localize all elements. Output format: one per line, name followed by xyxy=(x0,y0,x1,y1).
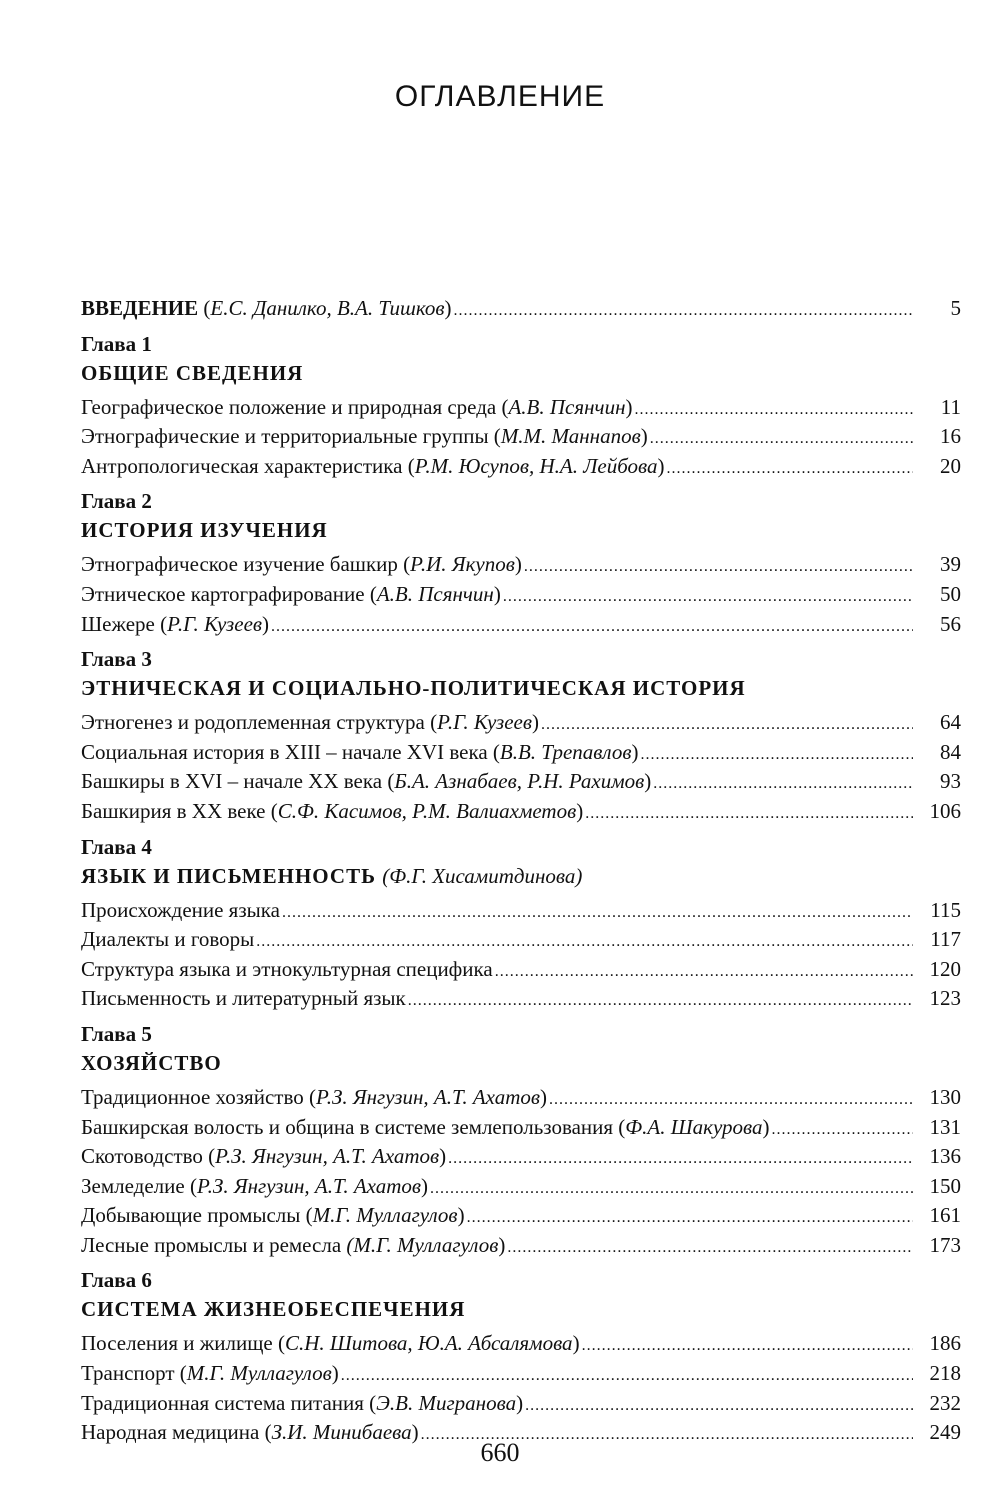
toc-entry-row[interactable] xyxy=(81,1084,961,1114)
toc-entry-close: ) xyxy=(493,581,501,606)
leader-dots xyxy=(495,959,913,986)
chapter-number: Глава 5 xyxy=(81,1021,152,1046)
toc-entry-text: Лесные промыслы и ремесла xyxy=(81,1232,347,1257)
toc-entry-text: Географическое положение и природная среда ( xyxy=(81,394,509,419)
toc-page-number: 161 xyxy=(929,1203,961,1228)
chapter-title-text: ОБЩИЕ СВЕДЕНИЯ xyxy=(81,360,304,385)
toc-entry-label xyxy=(81,897,280,924)
chapter-number: Глава 3 xyxy=(81,647,152,672)
toc-entry-row[interactable] xyxy=(81,985,961,1015)
toc-entry-author: Э.В. Мигранова xyxy=(376,1390,517,1415)
intro-label: ВВЕДЕНИЕ xyxy=(81,296,199,320)
toc-entry-author: А.В. Псянчин xyxy=(508,394,626,419)
chapter-title[interactable] xyxy=(81,863,961,889)
toc-entry-text: Этнографическое изучение башкир ( xyxy=(81,552,411,577)
toc-entry-label xyxy=(81,1390,523,1417)
toc-entry-close: ) xyxy=(572,1331,580,1356)
toc-page-number: 20 xyxy=(940,453,961,478)
toc-entry-text: Антропологическая характеристика ( xyxy=(81,453,415,478)
toc-entry-text: Традиционная система питания ( xyxy=(81,1390,377,1415)
toc-entry-author: Р.З. Янгузин, А.Т. Ахатов xyxy=(315,1084,540,1109)
toc-entry-author: М.Г. Муллагулов xyxy=(312,1203,458,1228)
toc-entry-text: Шежере ( xyxy=(81,611,168,636)
toc-entry-label xyxy=(81,1114,770,1141)
toc-entry-close: ) xyxy=(540,1084,547,1109)
toc-entry-row[interactable] xyxy=(81,956,961,986)
toc-page-number: 249 xyxy=(929,1420,961,1445)
toc-entry-close: ) xyxy=(640,424,648,449)
page-title: ОГЛАВЛЕНИЕ xyxy=(394,80,606,113)
toc-entry-row[interactable] xyxy=(81,926,961,956)
toc-page-number: 117 xyxy=(930,927,961,952)
toc-entry-row[interactable] xyxy=(81,423,961,453)
toc-entry-label xyxy=(81,295,452,322)
toc-entry-text: Поселения и жилище ( xyxy=(81,1331,285,1356)
toc-entry-text: Башкирская волость и община в системе землепользования ( xyxy=(81,1114,626,1139)
toc-entry-author: З.И. Минибаева xyxy=(271,1420,412,1445)
leader-dots xyxy=(582,1333,913,1360)
toc-entry-author: Р.М. Юсупов, Н.А. Лейбова xyxy=(414,453,658,478)
toc-entry-label xyxy=(81,709,539,736)
leader-dots xyxy=(341,1363,913,1390)
leader-dots xyxy=(448,1146,913,1173)
toc-entry-row[interactable] xyxy=(81,798,961,828)
toc-entry-text: Башкиры в XVI – начале XX века ( xyxy=(81,769,395,794)
toc-page-number: 218 xyxy=(929,1361,961,1386)
chapter-number: Глава 4 xyxy=(81,834,152,859)
chapter-number: Глава 1 xyxy=(81,331,152,356)
toc-entry-text: Народная медицина ( xyxy=(81,1420,272,1445)
toc-entry-author: Б.А. Азнабаев, Р.Н. Рахимов xyxy=(394,769,645,794)
toc-entry-row[interactable] xyxy=(81,768,961,798)
chapters-list xyxy=(81,331,961,1449)
toc-entry-row[interactable] xyxy=(81,897,961,927)
toc-entry-row[interactable] xyxy=(81,1232,961,1262)
toc-entry-author: А.В. Псянчин xyxy=(376,581,494,606)
toc-entry-text: Письменность и литературный язык xyxy=(81,986,406,1011)
leader-dots xyxy=(524,554,913,581)
chapter-number: Глава 2 xyxy=(81,489,152,514)
toc-page-number: 136 xyxy=(929,1144,961,1169)
leader-dots xyxy=(541,712,913,739)
toc-entry-label xyxy=(81,581,501,608)
toc-entry-close: ) xyxy=(420,1173,428,1198)
toc-entry-close: ) xyxy=(411,1420,419,1445)
chapter-title-text: СИСТЕМА ЖИЗНЕОБЕСПЕЧЕНИЯ xyxy=(81,1297,466,1322)
toc-entry-label xyxy=(81,453,665,480)
chapter-number: Глава 6 xyxy=(81,1268,152,1293)
toc-entry-row[interactable] xyxy=(81,394,961,424)
toc-entry-author: Р.И. Якупов xyxy=(410,552,515,577)
toc-entry-row[interactable] xyxy=(81,453,961,483)
toc-entry-close: ) xyxy=(631,739,639,764)
toc-entry-label xyxy=(81,1143,446,1170)
toc-entry-row[interactable] xyxy=(81,1360,961,1390)
toc-intro-row[interactable] xyxy=(81,295,961,325)
toc-entry-author: С.Н. Шитова, Ю.А. Абсалямова xyxy=(284,1331,573,1356)
toc-entry-close: ) xyxy=(762,1114,770,1139)
toc-entry-author: М.Г. Муллагулов xyxy=(186,1361,332,1386)
toc-page-number: 5 xyxy=(950,296,961,320)
toc-entry-label xyxy=(81,423,648,450)
toc-entry-text: Структура языка и этнокультурная специфика xyxy=(81,956,493,981)
leader-dots xyxy=(650,426,913,453)
page-number-footer: 660 xyxy=(480,1438,520,1467)
toc-entry-author: С.Ф. Касимов, Р.М. Валиахметов xyxy=(277,798,577,823)
toc-entry-text: Происхождение языка xyxy=(81,897,280,922)
toc-entry-close: ) xyxy=(498,1232,506,1257)
toc-page-number: 50 xyxy=(940,581,961,606)
leader-dots xyxy=(256,929,913,956)
toc-page-number: 64 xyxy=(940,710,961,735)
toc-entry-close: ) xyxy=(439,1144,447,1169)
leader-dots xyxy=(507,1235,913,1262)
leader-dots xyxy=(640,742,913,769)
toc-entry-row[interactable] xyxy=(81,1390,961,1420)
chapter-title[interactable] xyxy=(81,1296,961,1322)
leader-dots xyxy=(408,988,913,1015)
toc-entry-row[interactable] xyxy=(81,1202,961,1232)
intro-close: ) xyxy=(444,296,452,320)
toc-entry-close: ) xyxy=(644,769,652,794)
toc-entry-row[interactable] xyxy=(81,581,961,611)
toc-entry-close: ) xyxy=(457,1203,465,1228)
toc-page-number: 232 xyxy=(929,1390,961,1415)
toc-entry-author: Р.Г. Кузеев xyxy=(437,710,532,735)
toc-entry-row[interactable] xyxy=(81,551,961,581)
chapter-title[interactable] xyxy=(81,517,961,543)
toc-page-number: 120 xyxy=(929,956,961,981)
leader-dots xyxy=(585,801,913,828)
chapter-author: (Ф.Г. Хисамитдинова) xyxy=(382,863,583,888)
toc-entry-label xyxy=(81,798,583,825)
toc-entry-row[interactable] xyxy=(81,1330,961,1360)
toc-entry-close: ) xyxy=(625,394,633,419)
leader-dots xyxy=(635,397,914,424)
toc-entry-label xyxy=(81,926,254,953)
intro-open: ( xyxy=(198,296,211,320)
toc-page-number: 186 xyxy=(929,1331,961,1356)
toc-entry-close: ) xyxy=(657,453,665,478)
toc-entry-row[interactable] xyxy=(81,1114,961,1144)
chapter-title-text: ЭТНИЧЕСКАЯ И СОЦИАЛЬНО-ПОЛИТИЧЕСКАЯ ИСТОРИЯ xyxy=(81,676,746,701)
toc-entry-close: ) xyxy=(262,611,270,636)
leader-dots xyxy=(667,456,914,483)
toc-entry-author: М.М. Маннапов xyxy=(500,424,641,449)
toc-entry-text: Этногенез и родоплеменная структура ( xyxy=(81,710,438,735)
chapter-title-text: ИСТОРИЯ ИЗУЧЕНИЯ xyxy=(81,518,328,543)
toc-entry-text: Транспорт ( xyxy=(81,1361,187,1386)
toc-entry-row[interactable] xyxy=(81,709,961,739)
toc-entry-label xyxy=(81,768,651,795)
table-of-contents xyxy=(81,295,961,1449)
toc-entry-author: Р.З. Янгузин, А.Т. Ахатов xyxy=(215,1144,440,1169)
toc-page-number: 16 xyxy=(940,424,961,449)
toc-entry-label xyxy=(81,1330,580,1357)
toc-entry-text: Добывающие промыслы ( xyxy=(81,1203,313,1228)
toc-entry-label xyxy=(81,1232,505,1259)
leader-dots xyxy=(772,1117,914,1144)
toc-entry-author: Р.Г. Кузеев xyxy=(167,611,263,636)
toc-entry-label xyxy=(81,1360,339,1387)
toc-entry-author: (М.Г. Муллагулов xyxy=(346,1232,499,1257)
toc-entry-row[interactable] xyxy=(81,739,961,769)
leader-dots xyxy=(467,1205,913,1232)
leader-dots xyxy=(454,298,913,325)
toc-entry-text: Этническое картографирование ( xyxy=(81,581,377,606)
toc-page-number: 84 xyxy=(940,739,961,764)
toc-entry-close: ) xyxy=(531,710,539,735)
toc-entry-close: ) xyxy=(516,1390,524,1415)
leader-dots xyxy=(525,1393,913,1420)
toc-page-number: 11 xyxy=(940,394,961,419)
toc-entry-row[interactable] xyxy=(81,1143,961,1173)
leader-dots xyxy=(282,900,913,927)
toc-entry-text: Земледелие ( xyxy=(81,1173,197,1198)
toc-entry-text: Этнографические и территориальные группы ( xyxy=(81,424,501,449)
toc-page-number: 39 xyxy=(940,552,961,577)
toc-entry-row[interactable] xyxy=(81,611,961,641)
toc-entry-label xyxy=(81,956,493,983)
toc-entry-close: ) xyxy=(514,552,522,577)
toc-entry-label xyxy=(81,1202,465,1229)
leader-dots xyxy=(271,614,913,641)
toc-entry-author: В.В. Трепавлов xyxy=(499,739,632,764)
chapter-title-text: ХОЗЯЙСТВО xyxy=(81,1050,222,1075)
intro-author: Е.С. Данилко, В.А. Тишков xyxy=(210,296,445,320)
leader-dots xyxy=(549,1087,913,1114)
toc-entry-author: Ф.А. Шакурова xyxy=(625,1114,763,1139)
chapter-title-text: ЯЗЫК И ПИСЬМЕННОСТЬ xyxy=(81,863,376,888)
toc-entry-text: Диалекты и говоры xyxy=(81,927,255,952)
toc-page-number: 173 xyxy=(929,1232,961,1257)
toc-page-number: 131 xyxy=(929,1114,961,1139)
toc-entry-close: ) xyxy=(576,798,584,823)
toc-entry-label xyxy=(81,739,638,766)
chapter-title[interactable] xyxy=(81,675,961,701)
toc-entry-label xyxy=(81,985,406,1012)
leader-dots xyxy=(430,1176,913,1203)
toc-page-number: 93 xyxy=(940,769,961,794)
toc-page-number: 56 xyxy=(940,611,961,636)
chapter-title[interactable] xyxy=(81,360,961,386)
toc-page-number: 130 xyxy=(929,1084,961,1109)
leader-dots xyxy=(653,771,913,798)
toc-page-number: 150 xyxy=(929,1173,961,1198)
toc-page-number: 123 xyxy=(929,986,961,1011)
toc-entry-text: Скотоводство ( xyxy=(81,1144,216,1169)
toc-entry-close: ) xyxy=(331,1361,339,1386)
toc-page-number: 106 xyxy=(929,798,961,823)
chapter-title[interactable] xyxy=(81,1050,961,1076)
toc-entry-row[interactable] xyxy=(81,1173,961,1203)
toc-entry-label xyxy=(81,611,269,638)
toc-page-number: 115 xyxy=(930,897,961,922)
toc-entry-label xyxy=(81,551,522,578)
toc-entry-label xyxy=(81,1173,428,1200)
toc-entry-author: Р.З. Янгузин, А.Т. Ахатов xyxy=(196,1173,421,1198)
toc-entry-text: Традиционное хозяйство ( xyxy=(81,1084,316,1109)
leader-dots xyxy=(503,584,913,611)
toc-entry-text: Башкирия в XX веке ( xyxy=(81,798,278,823)
toc-entry-text: Социальная история в XIII – начале XVI века ( xyxy=(81,739,500,764)
toc-entry-label xyxy=(81,1084,547,1111)
toc-entry-label xyxy=(81,394,633,421)
